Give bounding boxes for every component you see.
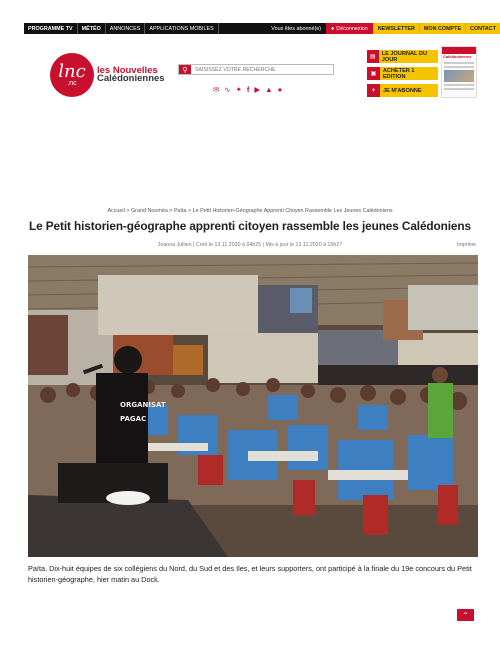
chevron-up-icon: ⌃ bbox=[462, 610, 469, 620]
android-icon[interactable]: ▲ bbox=[265, 85, 273, 94]
cart-icon: ▣ bbox=[367, 67, 380, 80]
mon-compte-link[interactable]: MON COMPTE bbox=[419, 23, 465, 34]
plus-icon: + bbox=[367, 84, 380, 97]
apple-icon[interactable]: ● bbox=[277, 85, 283, 94]
breadcrumb[interactable]: Accueil > Grand Nouméa > Païta > Le Petit Historien-Géographe Apprenti Citoyen Rassemble Les Jeunes Calédoniens bbox=[107, 208, 393, 214]
newspaper-line bbox=[444, 88, 474, 90]
search-icon[interactable]: ⚲ bbox=[179, 65, 191, 74]
nav-meteo[interactable]: MÉTÉO bbox=[78, 23, 106, 34]
top-navigation-bar bbox=[24, 23, 500, 34]
logout-label: Déconnexion bbox=[336, 25, 368, 32]
email-icon[interactable]: ✉ bbox=[213, 85, 220, 94]
nav-applications-mobiles[interactable]: APPLICATIONS MOBILES bbox=[145, 23, 218, 34]
topbar-spacer bbox=[219, 23, 267, 34]
photo-caption: Païta. Dix-huit équipes de six collégiens du Nord, du Sud et des Iles, et leurs supporters, ont participé à la finale du 19e concours du Petit historien-géographe, hier matin au Dock. bbox=[28, 564, 472, 584]
site-name-line2: Calédoniennes bbox=[97, 73, 165, 84]
abonne-label: JE M'ABONNE bbox=[383, 87, 422, 94]
logo-abbr: lnc bbox=[58, 60, 86, 82]
twitter-icon[interactable]: ✦ bbox=[235, 85, 242, 94]
newsletter-link[interactable]: NEWSLETTER bbox=[373, 23, 419, 34]
newspaper-line bbox=[444, 62, 474, 64]
social-links bbox=[213, 86, 282, 94]
print-link[interactable]: Imprime bbox=[457, 242, 477, 248]
photo-illustration bbox=[28, 255, 478, 557]
journal-du-jour-button[interactable] bbox=[367, 50, 438, 63]
nav-annonces[interactable]: ANNONCES bbox=[106, 23, 146, 34]
logo-domain: .nc bbox=[67, 79, 77, 87]
abonne-button[interactable] bbox=[367, 84, 438, 97]
contact-link[interactable]: CONTACT bbox=[465, 23, 500, 34]
newspaper-line bbox=[444, 66, 474, 68]
newspaper-line bbox=[444, 84, 474, 86]
site-name[interactable] bbox=[97, 67, 165, 83]
newspaper-icon: ▤ bbox=[367, 50, 379, 63]
rss-icon[interactable]: ∿ bbox=[224, 85, 231, 94]
subscriber-status: Vous êtes abonné(e) bbox=[271, 25, 322, 32]
back-to-top-button[interactable] bbox=[457, 609, 474, 621]
newspaper-photo bbox=[444, 70, 474, 82]
site-logo[interactable] bbox=[50, 53, 94, 97]
presenter-shirt-text: ORGANISAT bbox=[120, 401, 166, 409]
logout-button[interactable] bbox=[326, 23, 373, 34]
acheter-edition-label: ACHETER 1 EDITION bbox=[382, 67, 415, 80]
journal-du-jour-label: LE JOURNAL DU JOUR bbox=[381, 50, 428, 63]
newspaper-cover-thumbnail[interactable] bbox=[441, 46, 477, 98]
search-bar bbox=[178, 64, 334, 75]
article-headline: Le Petit historien-géographe apprenti citoyen rassemble les jeunes Calédoniens bbox=[29, 219, 471, 233]
newspaper-masthead-bar bbox=[442, 47, 476, 54]
site-name-line1: les Nouvelles bbox=[97, 65, 158, 76]
newspaper-masthead: Calédoniennes bbox=[443, 54, 472, 59]
nav-programme-tv[interactable]: PROGRAMME TV bbox=[24, 23, 78, 34]
presenter-shirt-text: PAGAC bbox=[120, 415, 147, 423]
facebook-icon[interactable]: f bbox=[246, 85, 250, 94]
user-icon: ● bbox=[331, 25, 335, 32]
acheter-edition-button[interactable] bbox=[367, 67, 438, 80]
search-input[interactable] bbox=[191, 65, 333, 74]
article-byline: Joanna Jullien | Créé le 13.11.2020 à 04h25 | Mis à jour le 13.11.2020 à 15h27 bbox=[157, 242, 343, 248]
youtube-icon[interactable]: ▶ bbox=[254, 85, 261, 94]
subscription-buttons bbox=[367, 50, 438, 101]
article-photo bbox=[28, 255, 478, 557]
